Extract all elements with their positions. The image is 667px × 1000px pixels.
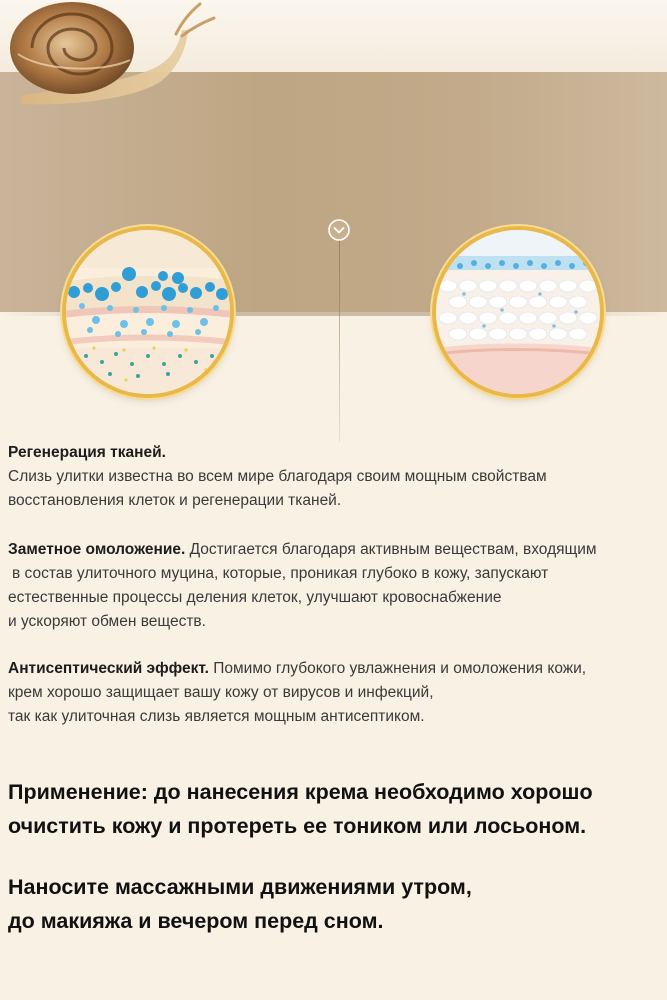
section-text: естественные процессы деления клеток, улучшают кровоснабжение [8,589,502,606]
section-antiseptic [8,657,663,729]
section-rejuvenation [8,538,663,634]
chevron-down-circle-icon [327,218,351,242]
section-heading: Регенерация тканей. [8,444,166,461]
section-text: в состав улиточного муцина, которые, проникая глубоко в кожу, запускают [12,565,549,582]
section-text: Достигается благодаря активным веществам, входящим [185,541,597,558]
skin-before-lens [66,230,230,394]
section-text: крем хорошо защищает вашу кожу от вирусов и инфекций, [8,684,434,701]
section-text: так как улиточная слизь является мощным антисептиком. [8,708,425,725]
usage-line: Наносите массажными движениями утром, [8,875,472,899]
section-heading: Заметное омоложение. [8,541,186,558]
center-divider [339,232,340,442]
usage-line: Применение: до нанесения крема необходимо хорошо [8,780,593,804]
snail-icon [0,0,230,110]
usage-instructions [8,775,663,843]
section-text: восстановления клеток и регенерации тканей. [8,492,342,509]
usage-line: очистить кожу и протереть ее тоником или лосьоном. [8,814,587,838]
section-text: Помимо глубокого увлажнения и омоложения кожи, [208,660,587,677]
usage-line: до макияжа и вечером перед сном. [8,909,384,933]
application-instructions [8,870,663,938]
skin-after-lens [436,230,600,394]
section-heading: Антисептический эффект. [8,660,209,677]
section-text: и ускоряют обмен веществ. [8,613,206,630]
section-regeneration [8,441,663,513]
section-text: Слизь улитки известна во всем мире благодаря своим мощным свойствам [8,468,547,485]
